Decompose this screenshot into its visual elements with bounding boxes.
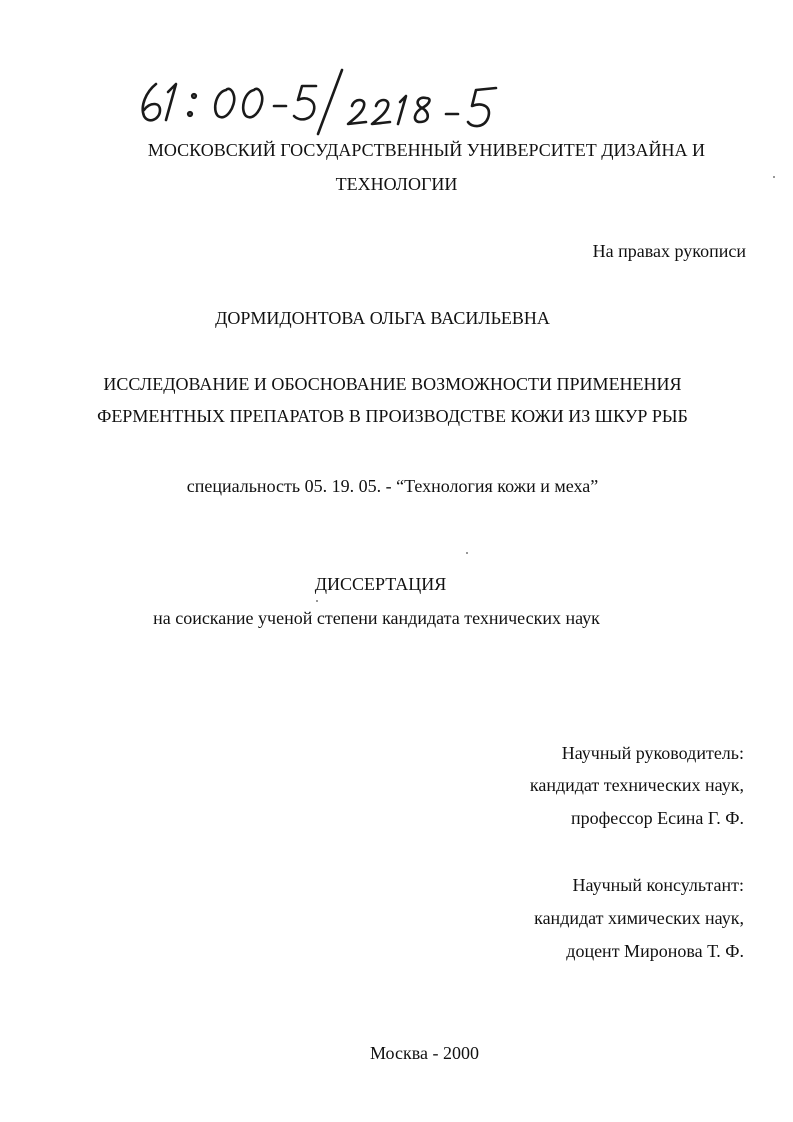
- scan-speck: [316, 600, 318, 602]
- manuscript-rights-note: На правах рукописи: [592, 241, 746, 261]
- dissertation-title-line1: ИССЛЕДОВАНИЕ И ОБОСНОВАНИЕ ВОЗМОЖНОСТИ ПРИМЕНЕНИЯ: [103, 374, 682, 394]
- supervisor-rank: кандидат технических наук,: [529, 775, 744, 795]
- supervisor-name: профессор Есина Г. Ф.: [570, 808, 744, 828]
- handwritten-catalog-number: [130, 62, 510, 142]
- scan-speck: [773, 176, 775, 178]
- document-type: ДИССЕРТАЦИЯ: [314, 574, 447, 594]
- author-name: ДОРМИДОНТОВА ОЛЬГА ВАСИЛЬЕВНА: [215, 308, 550, 328]
- dissertation-title-line2: ФЕРМЕНТНЫХ ПРЕПАРАТОВ В ПРОИЗВОДСТВЕ КОЖИ ИЗ ШКУР РЫБ: [97, 406, 688, 426]
- supervisor-heading: Научный руководитель:: [561, 743, 744, 763]
- consultant-name: доцент Миронова Т. Ф.: [566, 941, 744, 961]
- consultant-heading: Научный консультант:: [572, 875, 744, 895]
- scan-speck: [466, 552, 468, 554]
- university-name-line2: ТЕХНОЛОГИИ: [335, 174, 458, 194]
- consultant-rank: кандидат химических наук,: [534, 908, 744, 928]
- city-year: Москва - 2000: [370, 1043, 479, 1063]
- specialty: специальность 05. 19. 05. - “Технология кожи и меха”: [186, 476, 599, 496]
- degree-statement: на соискание ученой степени кандидата технических наук: [153, 608, 600, 628]
- university-name-line1: МОСКОВСКИЙ ГОСУДАРСТВЕННЫЙ УНИВЕРСИТЕТ ДИЗАЙНА И: [147, 140, 706, 160]
